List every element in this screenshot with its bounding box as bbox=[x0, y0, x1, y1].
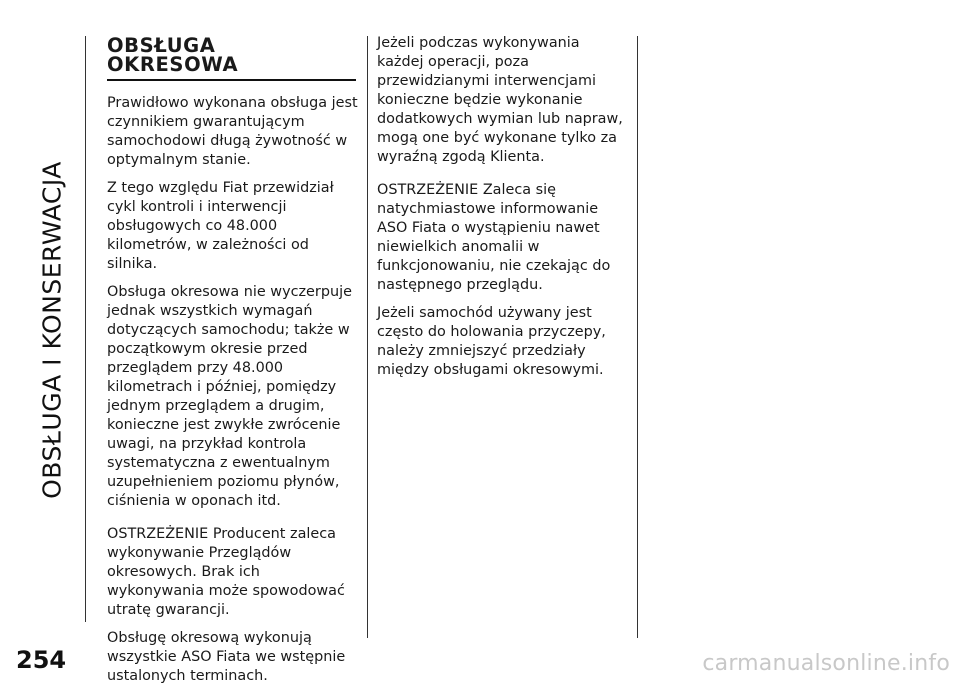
paragraph-service-interval: Z tego względu Fiat przewidział cykl kontroli i interwencji obsługowych co 48.000 kilometrów, w zależności od silnika. bbox=[107, 180, 334, 272]
text-column-2 bbox=[377, 34, 629, 389]
column-divider-1 bbox=[367, 36, 368, 638]
section-title-line-1: OBSŁUGA bbox=[107, 34, 216, 57]
watermark: carmanualsonline.info bbox=[702, 651, 950, 676]
text-column-1 bbox=[107, 36, 359, 686]
paragraph-aso-service: Obsługę okresową wykonują wszystkie ASO Fiata we wstępnie ustalonych terminach. bbox=[107, 630, 346, 684]
side-divider bbox=[85, 36, 86, 622]
column-divider-2 bbox=[637, 36, 638, 638]
section-title-line-2: OKRESOWA bbox=[107, 53, 239, 76]
chapter-side-label: OBSŁUGA I KONSERWACJA bbox=[37, 161, 67, 499]
warning-anomalies: OSTRZEŻENIE Zaleca się natychmiastowe informowanie ASO Fiata o wystąpieniu nawet niewielkich anomalii w funkcjonowaniu, nie czekając do następnego przeglądu. bbox=[377, 182, 611, 293]
paragraph-additional-repairs: Jeżeli podczas wykonywania każdej operacji, poza przewidzianymi interwencjami konieczne będzie wykonanie dodatkowych wymian lub napraw, mogą one być wykonane tylko za wyraźną zgodą Klienta. bbox=[377, 35, 623, 165]
paragraph-additional-checks: Obsługa okresowa nie wyczerpuje jednak wszystkich wymagań dotyczących samochodu; także w początkowym okresie przed przeglądem przy 48.000 kilometrach i później, pomiędzy jednym przeglądem a drugim, konieczne jest zwykłe zwrócenie uwagi, na przykład kontrola systematyczna z ewentualnym uzupełnieniem poziomu płynów, ciśnienia w oponach itd. bbox=[107, 284, 352, 509]
section-title bbox=[107, 36, 356, 81]
paragraph-trailer-towing: Jeżeli samochód używany jest często do holowania przyczepy, należy zmniejszyć przedziały między obsługami okresowymi. bbox=[377, 305, 606, 378]
page-number: 254 bbox=[16, 646, 67, 674]
paragraph-intro: Prawidłowo wykonana obsługa jest czynnikiem gwarantującym samochodowi długą żywotność w optymalnym stanie. bbox=[107, 95, 358, 168]
warning-warranty: OSTRZEŻENIE Producent zaleca wykonywanie Przeglądów okresowych. Brak ich wykonywania może spowodować utratę gwarancji. bbox=[107, 526, 345, 618]
